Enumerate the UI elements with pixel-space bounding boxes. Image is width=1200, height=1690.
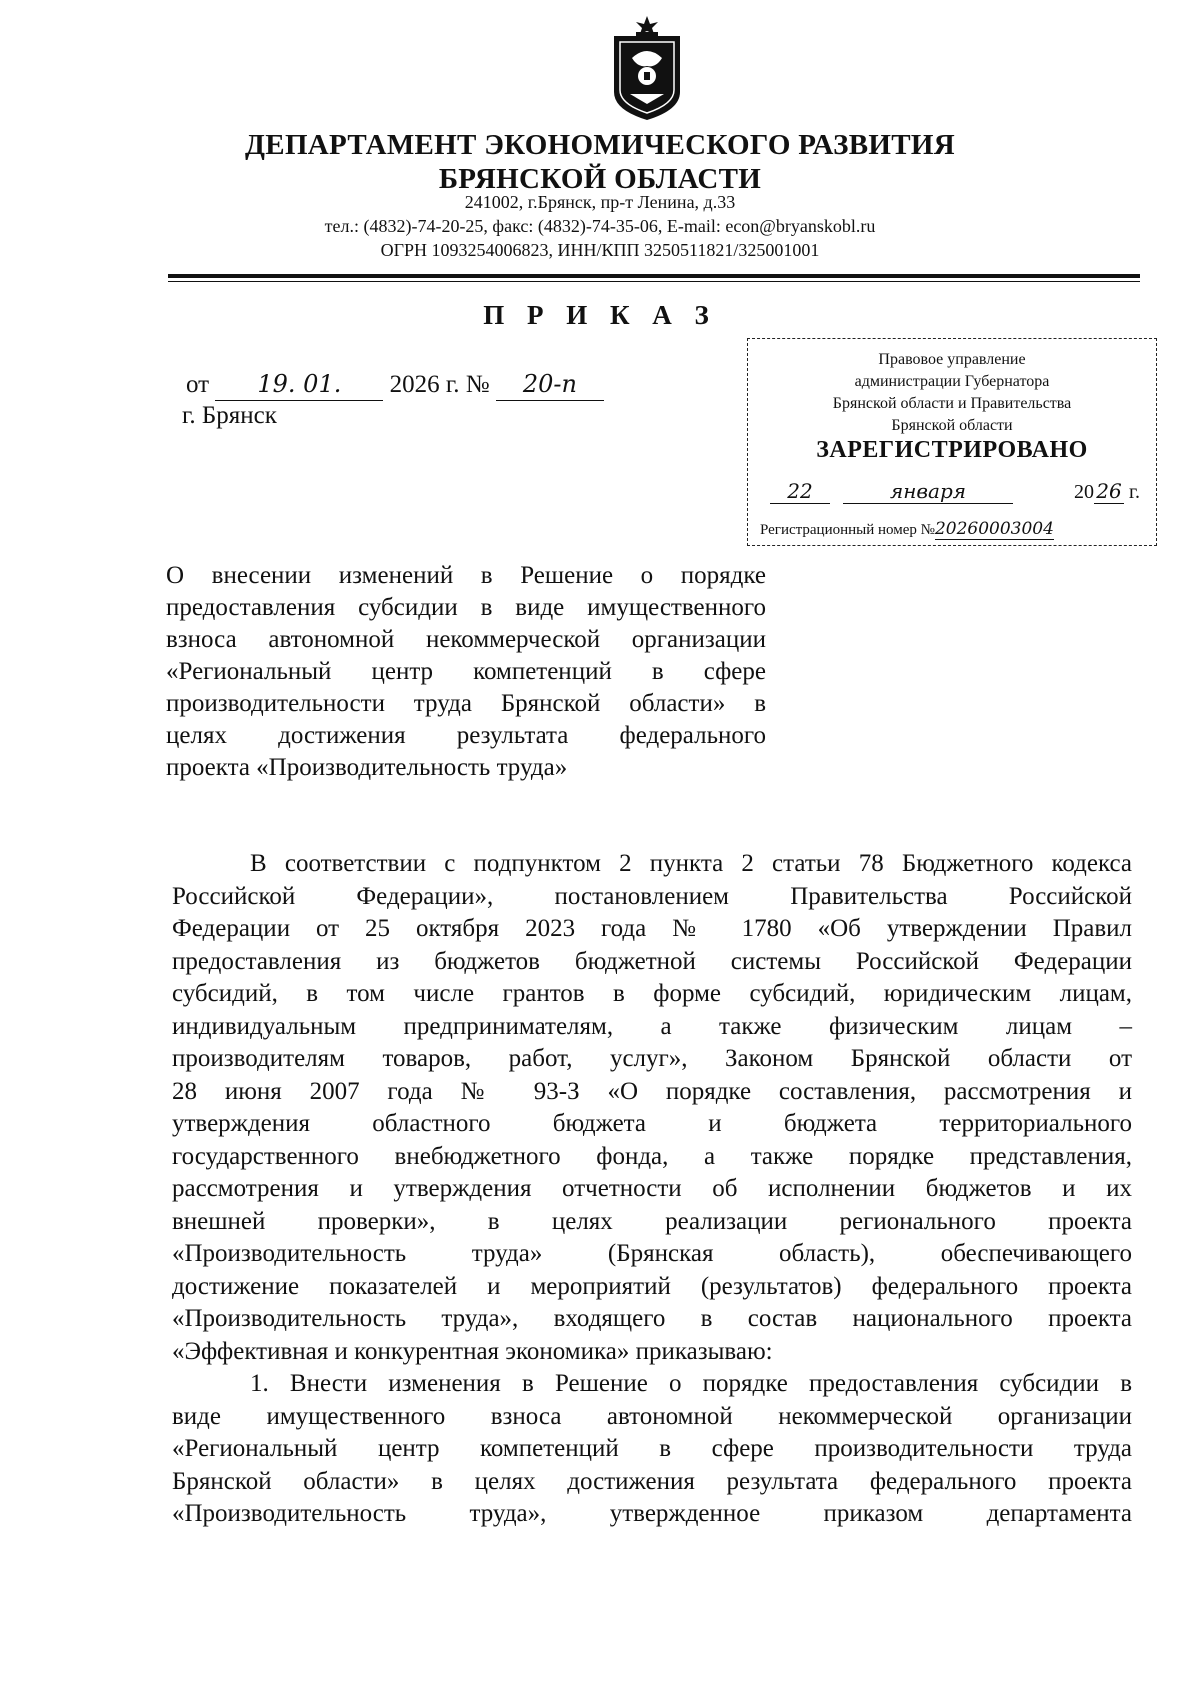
document-title: П Р И К А З: [483, 300, 717, 330]
body-line: достижение показателей и мероприятий (результатов) федерального проекта: [172, 1272, 1132, 1300]
body-line: Федерации от 25 октября 2023 года № 1780 «Об утверждении Правил: [172, 915, 1132, 942]
date-prefix: от: [186, 371, 210, 398]
body-line: виде имущественного взноса автономной некоммерческой организации: [172, 1402, 1132, 1430]
body-line: 28 июня 2007 года № 93-З «О порядке составления, рассмотрения и: [172, 1077, 1132, 1105]
stamp-day: 22: [770, 479, 830, 504]
document-subject: [166, 560, 766, 784]
stamp-month: января: [843, 479, 1013, 504]
registration-stamp: [747, 338, 1157, 546]
stamp-org-line4: Брянской области: [891, 417, 1013, 434]
subject-line: производительности труда Брянской области» в: [166, 690, 766, 717]
stamp-registered: ЗАРЕГИСТРИРОВАНО: [816, 437, 1088, 463]
header-divider-thin: [168, 281, 1140, 282]
subject-line: предоставления субсидии в виде имущественного: [166, 594, 766, 621]
body-line: государственного внебюджетного фонда, а также порядке представления,: [172, 1142, 1132, 1170]
body-line: рассмотрения и утверждения отчетности об исполнении бюджетов и их: [172, 1175, 1132, 1202]
body-line: «Региональный центр компетенций в сфере производительности труда: [172, 1435, 1132, 1462]
body-line: Российской Федерации», постановлением Правительства Российской: [172, 882, 1132, 910]
stamp-org-line2: администрации Губернатора: [854, 373, 1050, 390]
body-line: субсидий, в том числе грантов в форме субсидий, юридическим лицам,: [172, 980, 1132, 1007]
body-line: Брянской области» в целях достижения результата федерального проекта: [172, 1467, 1132, 1495]
organization-name-line2: БРЯНСКОЙ ОБЛАСТИ: [438, 163, 762, 195]
stamp-reg-number: [760, 519, 1150, 539]
stamp-year-suffix: г.: [1129, 481, 1140, 503]
stamp-year-prefix: 20: [1074, 481, 1094, 503]
document-body: [172, 848, 1132, 1531]
organization-contacts: тел.: (4832)-74-20-25, факс: (4832)-74-35-06, E-mail: econ@bryanskobl.ru: [324, 216, 876, 236]
year-text: 2026 г.: [389, 371, 460, 398]
stamp-reg-number-value: 20260003004: [934, 519, 1054, 539]
date-handwritten: 19. 01.: [215, 368, 383, 401]
body-line: утверждения областного бюджета и бюджета территориального: [172, 1110, 1132, 1137]
body-line: В соответствии с подпунктом 2 пункта 2 статьи 78 Бюджетного кодекса: [250, 850, 1132, 877]
organization-address: 241002, г.Брянск, пр-т Ленина, д.33: [464, 192, 736, 212]
body-line: индивидуальным предпринимателям, а также физическим лицам –: [172, 1012, 1132, 1040]
body-line: предоставления из бюджетов бюджетной системы Российской Федерации: [172, 947, 1132, 975]
coat-of-arms-icon: [606, 14, 688, 124]
stamp-organization: [748, 349, 1156, 437]
body-line: производителям товаров, работ, услуг», Законом Брянской области от: [172, 1045, 1132, 1072]
order-date-line: [186, 368, 604, 401]
organization-name-line1: ДЕПАРТАМЕНТ ЭКОНОМИЧЕСКОГО РАЗВИТИЯ: [245, 129, 955, 161]
number-handwritten: 20-п: [496, 368, 604, 401]
subject-line: целях достижения результата федерального: [166, 722, 766, 749]
stamp-date: [770, 479, 1140, 504]
body-line: «Производительность труда», входящего в состав национального проекта: [172, 1305, 1132, 1332]
stamp-org-line3: Брянской области и Правительства: [832, 395, 1072, 412]
stamp-org-line1: Правовое управление: [878, 351, 1026, 368]
body-line: «Производительность труда», утвержденное приказом департамента: [172, 1500, 1132, 1527]
organization-ids: ОГРН 1093254006823, ИНН/КПП 3250511821/325001001: [380, 240, 820, 260]
subject-line: проекта «Производительность труда»: [166, 754, 568, 781]
stamp-year: 26: [1094, 479, 1124, 504]
subject-line: О внесении изменений в Решение о порядке: [166, 562, 766, 589]
header-divider-thick: [168, 274, 1140, 278]
subject-line: взноса автономной некоммерческой организации: [166, 626, 766, 653]
number-prefix: №: [465, 371, 490, 398]
body-line: внешней проверки», в целях реализации регионального проекта: [172, 1207, 1132, 1235]
body-line: «Производительность труда» (Брянская область), обеспечивающего: [172, 1240, 1132, 1267]
order-city: г. Брянск: [182, 402, 277, 429]
body-line: «Эффективная и конкурентная экономика» приказываю:: [172, 1337, 773, 1365]
stamp-reg-number-label: Регистрационный номер №: [760, 522, 935, 538]
body-line: 1. Внести изменения в Решение о порядке предоставления субсидии в: [250, 1370, 1132, 1397]
subject-line: «Региональный центр компетенций в сфере: [166, 658, 766, 685]
organization-name: [200, 128, 1000, 196]
